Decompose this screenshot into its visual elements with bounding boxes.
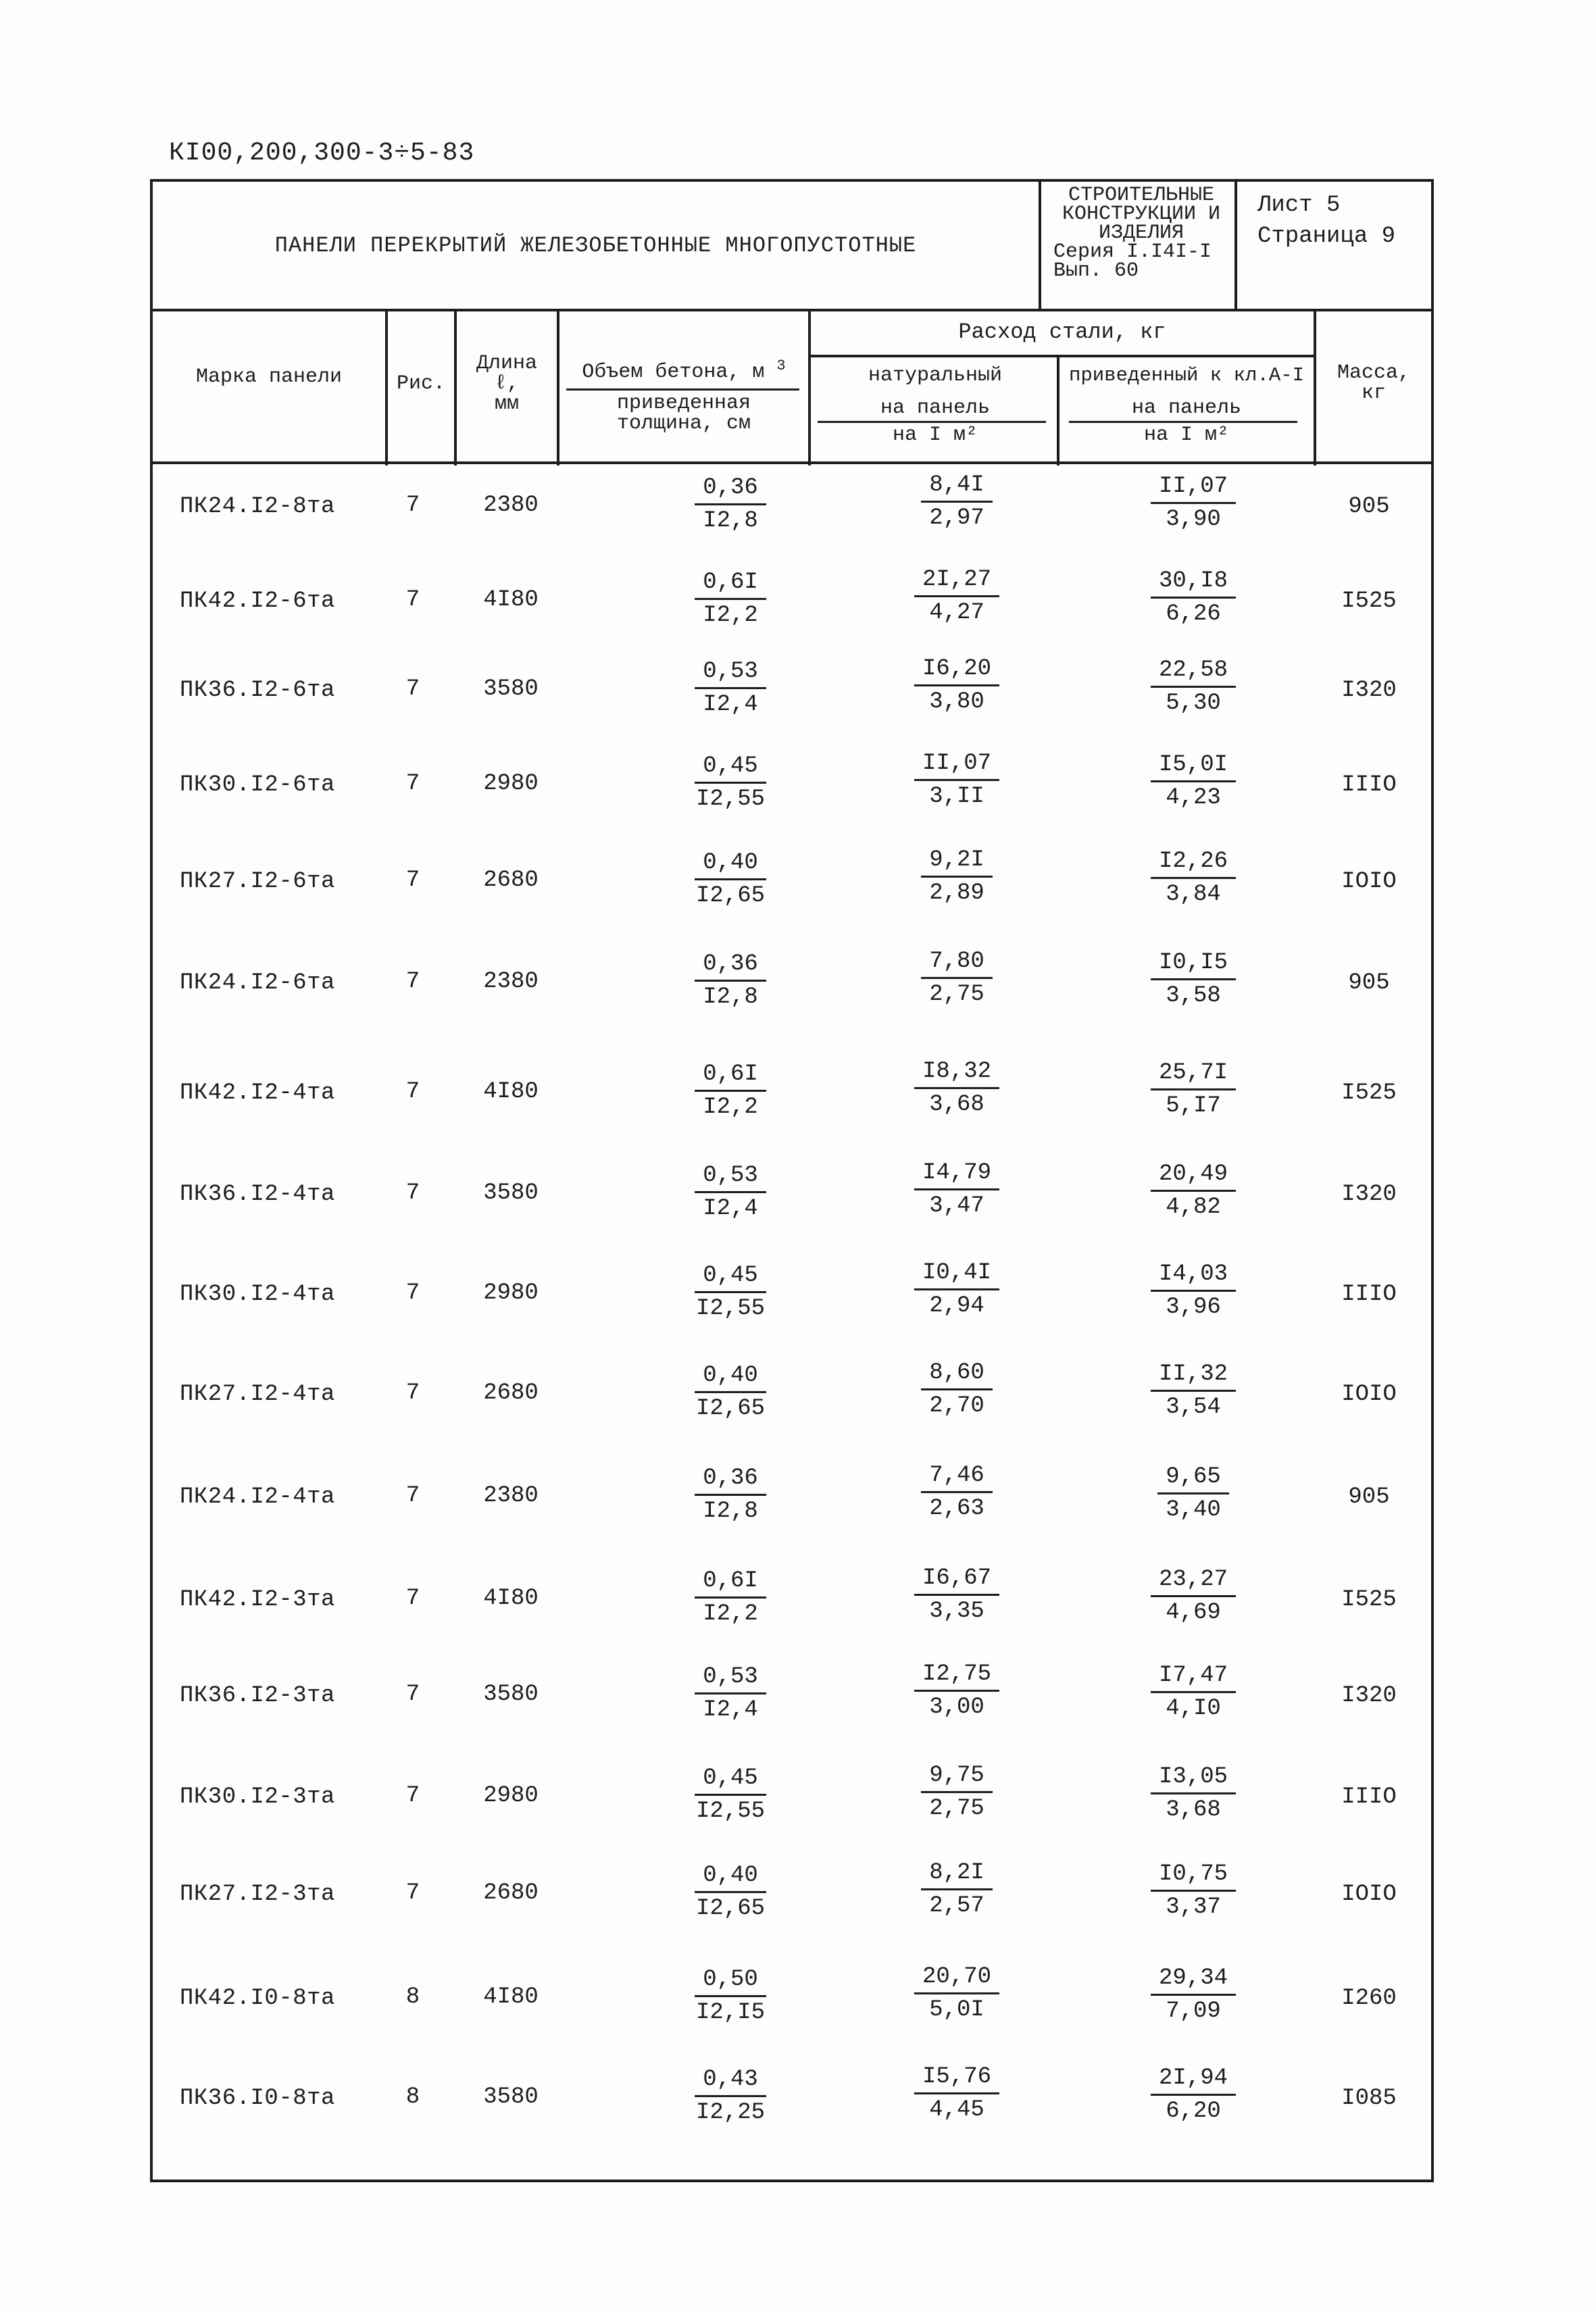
panel-length: 2380 — [483, 969, 539, 995]
natural-steel-per-panel: 8,4I — [921, 470, 993, 503]
natural-steel-per-m2: 2,75 — [929, 982, 984, 1007]
header-concrete-exponent: 3 — [776, 357, 786, 374]
table-row — [153, 942, 1431, 1043]
header-concrete — [559, 309, 811, 466]
sheet-number: Лист 5 — [1257, 193, 1341, 218]
figure-number: 7 — [405, 587, 420, 613]
panel-length: 3580 — [483, 1180, 539, 1206]
header-length-label: Длина — [476, 352, 537, 375]
panel-length: 2980 — [483, 1280, 539, 1306]
reduced-thickness: I2,55 — [695, 1296, 766, 1322]
concrete-fraction — [643, 1661, 818, 1726]
reduced-thickness: I2,55 — [695, 786, 766, 812]
concrete-fraction — [643, 567, 818, 631]
reduced-steel-fraction — [1105, 655, 1281, 719]
reduced-thickness: I2,65 — [695, 883, 766, 909]
panel-mass: 905 — [1348, 1484, 1390, 1510]
reduced-steel-per-panel: 23,27 — [1151, 1564, 1236, 1597]
concrete-volume: 0,53 — [695, 1661, 766, 1694]
natural-steel-fraction — [869, 1157, 1045, 1222]
natural-steel-fraction — [869, 845, 1045, 909]
figure-number: 7 — [405, 1079, 420, 1105]
header-reduced-per-panel: на панель — [1131, 397, 1242, 420]
concrete-fraction — [643, 2064, 818, 2128]
reduced-steel-per-m2: 3,68 — [1166, 1797, 1221, 1823]
concrete-fraction — [643, 1360, 818, 1424]
natural-steel-fraction — [869, 1961, 1045, 2026]
header-concrete-divider — [566, 388, 799, 391]
natural-steel-per-m2: 3,68 — [929, 1092, 984, 1117]
table-row — [153, 649, 1431, 751]
reduced-steel-per-m2: 6,26 — [1166, 601, 1221, 627]
natural-steel-per-m2: 2,57 — [929, 1893, 984, 1919]
natural-steel-per-panel: 8,2I — [921, 1857, 993, 1890]
table-row — [153, 1853, 1431, 1955]
table-row — [153, 1153, 1431, 1255]
reduced-thickness: I2,2 — [703, 1601, 758, 1627]
concrete-fraction — [643, 1860, 818, 1924]
panel-mark: ПК42.I0-8та — [180, 1986, 335, 2011]
natural-steel-per-m2: 2,75 — [929, 1796, 984, 1821]
natural-steel-fraction — [869, 1357, 1045, 1422]
panel-mass: IOIO — [1341, 869, 1397, 895]
reduced-steel-fraction — [1105, 565, 1281, 630]
reduced-thickness: I2,65 — [695, 1396, 766, 1422]
natural-steel-per-m2: 2,89 — [929, 880, 984, 906]
natural-steel-fraction — [869, 470, 1045, 534]
reduced-thickness: I2,8 — [703, 1499, 758, 1524]
natural-steel-per-panel: I4,79 — [914, 1157, 999, 1190]
figure-number: 8 — [405, 2084, 420, 2110]
panel-mark: ПК24.I2-6та — [180, 970, 335, 996]
natural-steel-per-panel: 7,46 — [921, 1460, 993, 1493]
concrete-volume: 0,40 — [695, 1860, 766, 1893]
natural-steel-per-panel: 9,75 — [921, 1760, 993, 1793]
page-number: Страница 9 — [1257, 224, 1396, 249]
natural-steel-fraction — [869, 1760, 1045, 1824]
natural-steel-per-panel: I5,76 — [914, 2061, 999, 2094]
natural-steel-per-m2: 3,II — [929, 784, 984, 809]
reduced-steel-per-panel: II,32 — [1151, 1359, 1236, 1392]
reduced-steel-per-panel: 30,I8 — [1151, 565, 1236, 599]
concrete-fraction — [643, 847, 818, 911]
natural-steel-fraction — [869, 946, 1045, 1010]
reduced-steel-per-panel: II,07 — [1151, 471, 1236, 504]
figure-number: 7 — [405, 1280, 420, 1306]
natural-steel-per-panel: I6,20 — [914, 653, 999, 686]
reduced-steel-per-panel: 20,49 — [1151, 1159, 1236, 1192]
table-row — [153, 840, 1431, 942]
reduced-steel-fraction — [1105, 2063, 1281, 2127]
reduced-steel-per-panel: I5,0I — [1151, 749, 1236, 782]
reduced-steel-fraction — [1105, 749, 1281, 813]
panel-mass: IIIO — [1341, 772, 1397, 798]
natural-steel-per-m2: 2,70 — [929, 1393, 984, 1419]
reduced-steel-fraction — [1105, 1761, 1281, 1826]
panel-mark: ПК30.I2-6та — [180, 772, 335, 798]
reduced-thickness: I2,2 — [703, 603, 758, 628]
reduced-steel-fraction — [1105, 1461, 1281, 1526]
reduced-thickness: I2,8 — [703, 508, 758, 534]
reduced-steel-per-m2: 3,96 — [1166, 1294, 1221, 1320]
reduced-steel-per-panel: 22,58 — [1151, 655, 1236, 688]
series-line-3: ИЗДЕЛИЯ — [1098, 222, 1184, 245]
figure-number: 7 — [405, 1380, 420, 1406]
document-code: КI00,200,300-3÷5-83 — [169, 139, 475, 168]
natural-steel-per-panel: II,07 — [914, 748, 999, 781]
reduced-steel-fraction — [1105, 846, 1281, 910]
panel-mark: ПК36.I2-3та — [180, 1683, 335, 1709]
panel-mass: 905 — [1348, 494, 1390, 520]
figure-number: 7 — [405, 1682, 420, 1707]
series-line-1: СТРОИТЕЛЬНЫЕ — [1068, 184, 1215, 207]
figure-number: 7 — [405, 1180, 420, 1206]
concrete-fraction — [643, 472, 818, 536]
reduced-thickness: I2,8 — [703, 984, 758, 1010]
header-steel-label: Расход стали, кг — [811, 309, 1314, 357]
header-length — [457, 309, 559, 466]
concrete-volume: 0,45 — [695, 751, 766, 784]
natural-steel-fraction — [869, 1056, 1045, 1120]
reduced-steel-per-panel: 29,34 — [1151, 1963, 1236, 1996]
table-row — [153, 1052, 1431, 1153]
table-row — [153, 1253, 1431, 1355]
reduced-thickness: I2,65 — [695, 1896, 766, 1921]
natural-steel-per-m2: 3,47 — [929, 1193, 984, 1219]
header-concrete-thickness-1: приведенная — [616, 392, 751, 415]
reduced-steel-fraction — [1105, 1564, 1281, 1628]
reduced-thickness: I2,55 — [695, 1799, 766, 1824]
reduced-steel-per-m2: 3,90 — [1166, 507, 1221, 532]
natural-steel-per-panel: I6,67 — [914, 1563, 999, 1596]
reduced-steel-fraction — [1105, 1359, 1281, 1423]
header-natural-label: натуральный — [868, 364, 1003, 387]
panel-length: 2380 — [483, 493, 539, 518]
panel-length: 4I80 — [483, 1984, 539, 2010]
figure-number: 7 — [405, 676, 420, 702]
concrete-volume: 0,45 — [695, 1763, 766, 1796]
panel-mass: I085 — [1341, 2086, 1397, 2111]
concrete-fraction — [643, 1463, 818, 1527]
reduced-steel-per-m2: 4,69 — [1166, 1600, 1221, 1626]
panel-mass: I320 — [1341, 1683, 1397, 1709]
concrete-volume: 0,43 — [695, 2064, 766, 2097]
reduced-steel-per-m2: 3,84 — [1166, 882, 1221, 907]
header-mass — [1316, 309, 1431, 466]
panel-length: 4I80 — [483, 587, 539, 613]
reduced-steel-per-panel: I4,03 — [1151, 1259, 1236, 1292]
table-row — [153, 466, 1431, 567]
panel-mark: ПК24.I2-8та — [180, 494, 335, 520]
natural-steel-per-panel: I8,32 — [914, 1056, 999, 1089]
header-reduced-divider — [1069, 421, 1297, 423]
figure-number: 7 — [405, 1586, 420, 1611]
panel-mass: IIIO — [1341, 1282, 1397, 1307]
reduced-steel-per-panel: I0,75 — [1151, 1859, 1236, 1892]
panel-mark: ПК30.I2-4та — [180, 1282, 335, 1307]
panel-mass: 905 — [1348, 970, 1390, 996]
spec-sheet — [150, 179, 1434, 2182]
table-row — [153, 744, 1431, 845]
natural-steel-per-panel: 20,70 — [914, 1961, 999, 1994]
natural-steel-fraction — [869, 1257, 1045, 1322]
concrete-volume: 0,40 — [695, 847, 766, 880]
concrete-volume: 0,6I — [695, 1059, 766, 1092]
header-natural-per-m2: на I м² — [892, 424, 978, 447]
panel-mark: ПК36.I2-4та — [180, 1182, 335, 1207]
reduced-steel-per-m2: 3,37 — [1166, 1894, 1221, 1920]
reduced-steel-fraction — [1105, 1159, 1281, 1223]
reduced-steel-per-panel: I3,05 — [1151, 1761, 1236, 1794]
concrete-volume: 0,6I — [695, 567, 766, 600]
natural-steel-per-panel: I0,4I — [914, 1257, 999, 1290]
reduced-thickness: I2,4 — [703, 692, 758, 718]
panel-mass: I525 — [1341, 588, 1397, 614]
table-header — [153, 309, 1431, 466]
header-reduced — [1059, 357, 1314, 466]
concrete-volume: 0,36 — [695, 1463, 766, 1496]
concrete-volume: 0,45 — [695, 1260, 766, 1293]
header-length-symbol: ℓ, — [494, 372, 519, 395]
reduced-thickness: I2,2 — [703, 1095, 758, 1120]
natural-steel-fraction — [869, 2061, 1045, 2126]
panel-length: 3580 — [483, 676, 539, 702]
figure-number: 7 — [405, 771, 420, 797]
header-mass-unit: кг — [1361, 382, 1386, 405]
panel-length: 2680 — [483, 1380, 539, 1406]
natural-steel-fraction — [869, 1460, 1045, 1524]
reduced-thickness: I2,4 — [703, 1196, 758, 1222]
reduced-steel-per-m2: 3,58 — [1166, 983, 1221, 1009]
panel-length: 2680 — [483, 1880, 539, 1906]
panel-mark: ПК27.I2-3та — [180, 1882, 335, 1907]
reduced-steel-per-m2: 3,54 — [1166, 1394, 1221, 1420]
title-block — [153, 182, 1431, 311]
natural-steel-fraction — [869, 564, 1045, 628]
header-mark-label: Марка панели — [195, 366, 343, 388]
reduced-steel-per-panel: 9,65 — [1157, 1461, 1229, 1494]
natural-steel-per-panel: 2I,27 — [914, 564, 999, 597]
header-natural-divider — [818, 421, 1046, 423]
reduced-steel-per-m2: 4,82 — [1166, 1194, 1221, 1220]
natural-steel-fraction — [869, 1659, 1045, 1723]
panel-mark: ПК36.I2-6та — [180, 678, 335, 703]
series-line-5: Вып. 60 — [1053, 259, 1139, 282]
concrete-volume: 0,6I — [695, 1565, 766, 1599]
reduced-thickness: I2,25 — [695, 2100, 766, 2126]
header-fig — [388, 309, 457, 466]
panel-mark: ПК42.I2-6та — [180, 588, 335, 614]
panel-mark: ПК27.I2-4та — [180, 1382, 335, 1407]
concrete-volume: 0,40 — [695, 1360, 766, 1393]
header-natural-per-panel: на панель — [880, 397, 991, 420]
natural-steel-fraction — [869, 1857, 1045, 1921]
header-length-unit: мм — [494, 393, 519, 416]
figure-number: 7 — [405, 493, 420, 518]
natural-steel-fraction — [869, 748, 1045, 812]
header-concrete-volume: Объем бетона, м — [582, 361, 765, 384]
natural-steel-per-m2: 4,45 — [929, 2097, 984, 2123]
panel-mass: I320 — [1341, 1182, 1397, 1207]
panel-mark: ПК30.I2-3та — [180, 1784, 335, 1810]
concrete-fraction — [643, 1763, 818, 1827]
panel-length: 2980 — [483, 1783, 539, 1809]
table-row — [153, 2057, 1431, 2159]
panel-length: 2380 — [483, 1483, 539, 1509]
header-reduced-label: приведенный к кл.А-I — [1068, 364, 1305, 386]
header-natural — [811, 357, 1059, 466]
panel-mark: ПК27.I2-6та — [180, 869, 335, 895]
sheet-block — [1237, 182, 1431, 309]
concrete-volume: 0,53 — [695, 656, 766, 689]
natural-steel-fraction — [869, 653, 1045, 718]
header-concrete-thickness-2: толщина, см — [616, 412, 751, 435]
reduced-steel-per-m2: 3,40 — [1166, 1497, 1221, 1523]
natural-steel-per-m2: 3,80 — [929, 689, 984, 715]
panel-mass: IOIO — [1341, 1382, 1397, 1407]
series-line-4: Серия I.I4I-I — [1053, 241, 1212, 263]
table-row — [153, 1655, 1431, 1756]
reduced-steel-per-m2: 6,20 — [1166, 2098, 1221, 2124]
panel-mass: IOIO — [1341, 1882, 1397, 1907]
reduced-steel-per-panel: I0,I5 — [1151, 947, 1236, 980]
reduced-steel-per-panel: 2I,94 — [1151, 2063, 1236, 2096]
header-steel — [811, 309, 1316, 466]
panel-mass: I320 — [1341, 678, 1397, 703]
reduced-steel-per-m2: 7,09 — [1166, 1998, 1221, 2024]
reduced-thickness: I2,I5 — [695, 2000, 766, 2026]
reduced-steel-per-panel: I7,47 — [1151, 1660, 1236, 1693]
concrete-volume: 0,36 — [695, 949, 766, 982]
natural-steel-per-panel: 7,80 — [921, 946, 993, 979]
panel-length: 4I80 — [483, 1586, 539, 1611]
table-row — [153, 1756, 1431, 1857]
natural-steel-fraction — [869, 1563, 1045, 1627]
table-row — [153, 560, 1431, 661]
panel-mark: ПК42.I2-3та — [180, 1587, 335, 1613]
panel-length: 2680 — [483, 867, 539, 893]
natural-steel-per-m2: 2,97 — [929, 505, 984, 531]
natural-steel-per-m2: 3,00 — [929, 1694, 984, 1720]
reduced-steel-fraction — [1105, 1859, 1281, 1923]
reduced-steel-fraction — [1105, 1259, 1281, 1323]
figure-number: 8 — [405, 1984, 420, 2010]
table-row — [153, 1559, 1431, 1660]
header-bottom-rule — [153, 461, 1431, 464]
panel-length: 3580 — [483, 1682, 539, 1707]
natural-steel-per-m2: 3,35 — [929, 1599, 984, 1624]
header-mark — [153, 309, 388, 466]
figure-number: 7 — [405, 969, 420, 995]
reduced-steel-fraction — [1105, 947, 1281, 1011]
panel-mark: ПК42.I2-4та — [180, 1080, 335, 1106]
panel-length: 3580 — [483, 2084, 539, 2110]
series-line-2: КОНСТРУКЦИИ И — [1062, 203, 1221, 226]
reduced-steel-per-m2: 4,23 — [1166, 785, 1221, 811]
natural-steel-per-m2: 2,63 — [929, 1496, 984, 1521]
table-row — [153, 1353, 1431, 1455]
concrete-fraction — [643, 1565, 818, 1630]
natural-steel-per-m2: 2,94 — [929, 1293, 984, 1319]
figure-number: 7 — [405, 1483, 420, 1509]
panel-length: 2980 — [483, 771, 539, 797]
header-mass-label: Масса, — [1337, 361, 1411, 384]
concrete-volume: 0,50 — [695, 1964, 766, 1997]
panel-mass: I525 — [1341, 1080, 1397, 1106]
concrete-fraction — [643, 1160, 818, 1224]
panel-mass: I525 — [1341, 1587, 1397, 1613]
panel-mass: I260 — [1341, 1986, 1397, 2011]
concrete-fraction — [643, 1260, 818, 1324]
natural-steel-per-panel: 9,2I — [921, 845, 993, 878]
natural-steel-per-panel: 8,60 — [921, 1357, 993, 1390]
figure-number: 7 — [405, 867, 420, 893]
header-fig-label: Рис. — [396, 372, 445, 395]
reduced-steel-per-m2: 5,I7 — [1166, 1093, 1221, 1119]
header-reduced-per-m2: на I м² — [1143, 424, 1230, 447]
reduced-steel-fraction — [1105, 1963, 1281, 2027]
natural-steel-per-panel: I2,75 — [914, 1659, 999, 1692]
reduced-steel-per-m2: 5,30 — [1166, 690, 1221, 716]
concrete-fraction — [643, 1964, 818, 2028]
natural-steel-per-m2: 4,27 — [929, 600, 984, 626]
panel-mark: ПК36.I0-8та — [180, 2086, 335, 2111]
reduced-steel-fraction — [1105, 1660, 1281, 1724]
figure-number: 7 — [405, 1880, 420, 1906]
figure-number: 7 — [405, 1783, 420, 1809]
concrete-fraction — [643, 949, 818, 1013]
concrete-volume: 0,36 — [695, 472, 766, 505]
series-block — [1041, 182, 1237, 309]
natural-steel-per-m2: 5,0I — [929, 1997, 984, 2023]
reduced-steel-per-panel: 25,7I — [1151, 1057, 1236, 1090]
concrete-fraction — [643, 751, 818, 815]
concrete-volume: 0,53 — [695, 1160, 766, 1193]
concrete-fraction — [643, 656, 818, 720]
reduced-steel-per-panel: I2,26 — [1151, 846, 1236, 879]
table-row — [153, 1957, 1431, 2059]
panel-mark: ПК24.I2-4та — [180, 1484, 335, 1510]
concrete-fraction — [643, 1059, 818, 1123]
panel-mass: IIIO — [1341, 1784, 1397, 1810]
reduced-steel-fraction — [1105, 471, 1281, 535]
document-title: ПАНЕЛИ ПЕРЕКРЫТИЙ ЖЕЛЕЗОБЕТОННЫЕ МНОГОПУСТОТНЫЕ — [153, 182, 1041, 309]
reduced-thickness: I2,4 — [703, 1697, 758, 1723]
reduced-steel-fraction — [1105, 1057, 1281, 1122]
table-row — [153, 1456, 1431, 1557]
reduced-steel-per-m2: 4,I0 — [1166, 1696, 1221, 1721]
panel-length: 4I80 — [483, 1079, 539, 1105]
